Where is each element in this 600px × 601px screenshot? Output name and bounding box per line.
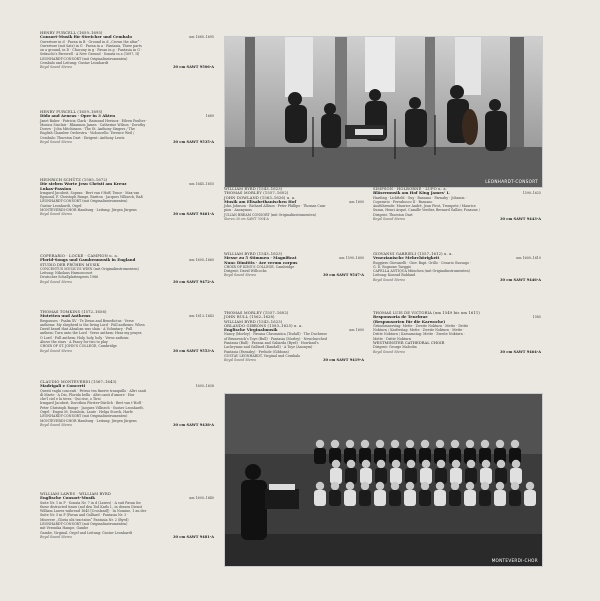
singer-head [346,440,354,448]
composition-date: um 1600–1610 [516,256,541,261]
top-photo-caption: LEONHARDT-CONSORT [485,179,538,184]
record-info-row [373,217,541,221]
singer-head [407,460,415,468]
work-title: Responsoria de Tenebrae [373,314,428,320]
composer-name: THOMAS TOMKINS (1572–1656) [40,310,107,314]
singer-head [392,460,400,468]
singer-head [466,482,474,490]
singer-head [421,440,429,448]
singer-head [497,460,505,468]
catalog-number: 30 cm SAWT 9464-A [500,349,541,354]
composer-name: WILLIAM BYRD (1543–1623) [224,187,283,191]
detail-line: LEONHARDT-CONSORT (mit Originalinstrumenten) [40,522,128,527]
record-label: Stereo 30 cm SAWT 7004-A [224,217,269,222]
detail-line: Dirigent: Thurston Dart [373,212,413,217]
singer-body [374,490,386,506]
detail-line: Leitung: Nikolaus Harnoncourt [40,271,93,276]
composition-date: um 1600 [349,199,364,204]
catalog-entry [40,310,214,353]
detail-line: Dritte Nokturn / Karsamstag: Mette · Zweite Nokturn · [373,332,465,337]
leonhardt-consort-photo [224,36,543,188]
record-info-row [40,423,214,427]
detail-line: Fantasia (Bull) · Pavana and Galiarda (Byrd) · Howland’s [224,341,319,346]
catalog-entry [373,311,541,354]
singer-body [314,490,326,506]
singer-head [511,482,519,490]
detail-line: Suite Nr. 1 in F · Sonata Nr. 7 in d (Lawes) · A suit Pavan for [40,500,141,505]
catalog-number: 30 cm SAWT 9461-A [173,212,214,217]
catalog-entry [224,187,364,221]
detail-line: Gustav Leonhardt, Orgel [40,203,82,208]
composition-date: um 1680–1695 [189,35,214,40]
detail-line: David heard that Absalom was slain · A Voluntary · Full [40,327,133,332]
singer-head [316,482,324,490]
monteverdi-chor-photo [224,393,543,567]
detail-line: CONCENTUS MUSICUS WIEN (mit Originalinstrumenten) [40,266,139,271]
composer-name: ORLANDO GIBBONS (1583–1625) u. a. [224,323,303,328]
detail-line: Peter Christoph Runge · Jacques Villisech · Gustav Leonhardt, [40,405,144,410]
singer-body [434,490,446,506]
singer-body [329,490,341,506]
work-title: Die sieben Worte Jesu Christi am Kreuz [40,181,127,187]
record-info-row [40,349,214,353]
work-subtitle: Lukas-Passion [40,185,72,191]
detail-line: Suite Nr. 5 in F (Pavan and Galliard · Fantasia Nr. 3 · [40,513,129,518]
detail-line: Egmond, F. Christoph Runge, Bariton · Jacques Villisech, Baß [40,195,143,200]
detail-line: Responses · Psalm XV · Te Deum and Benedictus · Verse [40,318,134,323]
catalog-number: 30 cm SAWT 9438-A [173,422,214,427]
singer-head [451,440,459,448]
singer-head [316,440,324,448]
singer-body [435,468,447,484]
detail-line: Harding · Lichfield · Guy · Bassano · Farnaby · Johnson · [373,195,467,200]
detail-line: William Lawes während 1645 [Crosland]) · In Nomine, 1 an der [40,509,147,514]
composer-name: THOMAS MORLEY (1557–1602) [224,191,289,196]
detail-line: CHOIR OF KING’S COLLEGE, Cambridge [224,264,295,269]
detail-line: Questi vaghi concenti · Petrus ten finerte tranquillo · Altri canti [40,388,147,393]
singer-body [360,468,372,484]
composition-date: um 1645–1655 [189,182,214,187]
composer-name: HENRY PURCELL (1659–1695) [40,110,103,114]
catalog-entry [373,252,541,282]
singer-head [377,460,385,468]
composer-name: THOMAS LUIS DE VICTORIA (um 1549 bis um 1611) [373,311,480,315]
singer-body [494,490,506,506]
detail-line: Lachrymae and Galliard (Randall) · A Toye (Anonym) · [224,345,315,350]
detail-line: LEONHARDT-CONSORT (mit Originalinstrumenten) [40,414,128,419]
work-title: Dido and Aeneas · Oper in 3 Akten [40,113,116,119]
singer-head [391,440,399,448]
work-title: Madrigali e Concerti [40,383,86,389]
singer-head [512,460,520,468]
detail-line: on a ground, in D · Chacony in g · Pavan in g · Fantasia in G · [40,48,142,53]
detail-line: Janet Baker · Patricia Clark · Raimund Herincx · Eileen Poulter · [40,118,148,123]
detail-line: che’l ciel e la terra · Qui rise, o Tirsi [40,397,101,402]
singer-head [437,460,445,468]
detail-line: mit Veronika Hampe, Gambe [40,526,89,531]
singer-head [481,482,489,490]
record-info-row [40,212,214,216]
work-title: Florid-Songs und Gambenmusik in England [40,257,136,263]
detail-line: Fantasia (Farnaby) · Prelude (Gibbons) [224,349,289,354]
catalog-number: 30 cm SAWT 9443-A [500,217,541,222]
singer-head [406,482,414,490]
catalog-entry [373,187,541,221]
detail-line: CHOIR OF ST. JOHN’S COLLEGE, Cambridge [40,344,117,349]
singer-head [452,460,460,468]
composer-name: GIOVANNI GABRIELI (1557–1612) u. a. [373,252,453,256]
detail-line: MONTEVERDI-CHOR Hamburg · Leitung: Jürgen Jürgens [40,418,137,423]
catalog-number: 30 cm SAWT 9506-A [173,65,214,70]
singer-body [330,468,342,484]
record-label: Royal Sound Stereo [224,358,256,363]
detail-line: O Lord · Full anthem: Holy, holy, holy · Verse anthem: [40,335,130,340]
ensemble-photo-image [225,37,542,187]
detail-line: LEONHARDT-CONSORT (mit Originalinstrumenten) [40,56,128,61]
singer-head [362,460,370,468]
bottom-photo-caption: MONTEVERDI-CHOR [491,558,538,563]
singer-body [405,468,417,484]
singer-body [314,448,326,464]
detail-line: English Chamber Orchestra · Violoncello: Terence Weil / [40,131,135,136]
composition-date: 1689 [205,114,214,119]
singer-head [496,440,504,448]
work-title: Venezianische Mehrchörigkeit [373,255,440,261]
singer-body [524,490,536,506]
composition-date: 1605–1638 [195,384,214,389]
singer-body [389,490,401,506]
detail-line: Nancy (Morley) · Pavana Chromatica (Tisdall) · The Duchesse [224,332,327,337]
composition-date: um 1590–1600 [339,256,364,261]
record-label: Royal Sound Stereo [373,277,405,282]
record-info-row [40,280,214,284]
composer-name: COPERARIO · LOCKE · CAMPION u. a. [40,254,119,258]
singer-body [465,468,477,484]
singer-head [467,460,475,468]
singer-head [331,440,339,448]
catalog-number: 30 cm SAWT 9535-A [173,140,214,145]
detail-line: these distracted times (auf den Tod Karls I., in dessen Dienst [40,504,143,509]
work-title: Englische Virginalmusik [224,327,278,333]
detail-line: Dirigent: George Malcolm [373,345,417,350]
detail-line: di Marte · A Dio, Florida bella · Altri canti d’amore · Hor [40,392,135,397]
singer-head [332,460,340,468]
detail-line: Nokturn / Karfreitag: Mette · Zweite Nokturn · Mette · [373,328,465,333]
singer-body [390,468,402,484]
singer-head [466,440,474,448]
detail-line: anthems: My shepherd is the living Lord · Full anthems: When [40,322,145,327]
detail-line: WESTMINSTER CATHEDRAL CHOIR [373,341,445,346]
detail-line: Ruggiero Giovanelli · Giov. Bapt. Grillo · Cesario Gussago · [373,260,472,265]
detail-line: Cembalo und Leitung: Gustav Leonhardt [40,61,109,66]
catalog-number: 30 cm SAWT 9472-A [173,279,214,284]
record-info-row [40,140,214,144]
catalog-entry [40,492,214,539]
catalog-entry [40,254,214,284]
singer-body [449,490,461,506]
singer-head [347,460,355,468]
detail-line: Sefauchi’s Farewell · A New Ground · Sonata in a (1697, II) [40,52,140,57]
record-info-row [40,65,214,69]
detail-line: STUDIO DER FRÜHEN MUSIK [40,262,100,267]
record-label: Royal Sound Stereo [40,348,72,353]
singer-head [421,482,429,490]
detail-line: Orgel · Eugen M. Dombois, Laute · Helga Storck, Harfe [40,410,133,415]
detail-line: Monica Sinclair · Rhiannon James · Catherine Wilson · Dorothy [40,122,146,127]
catalog-number: 30 cm SAWT 9481-A [173,534,214,539]
detail-line: GUSTAV LEONHARDT, Virginal und Cembalo [224,353,301,358]
composer-name: WILLIAM BYRD (1543–1623) [224,319,283,324]
detail-line: Ausführende: Maurice André, Jean Pirot, Trompete / Maurice [373,204,476,209]
detail-line: Gambe, Virginal, Orgel und Leitung: Gustav Leonhardt [40,530,133,535]
catalog-number: 30 cm SAWT 9547-A [323,273,364,278]
detail-line: Dorow · John Mitchinson · The St. Anthony Singers / The [40,127,135,132]
catalog-number: 30 cm SAWT 9553-A [173,348,214,353]
record-label: Royal Sound Stereo [224,273,256,278]
record-label: Royal Sound Stereo [373,349,405,354]
detail-line: Irmgard Jacobeit, Sopran · Bert van t’Hoff, Tenor · Max van [40,190,140,195]
composer-name: WILLIAM BYRD (1543–1623) [224,252,283,256]
singer-head [436,440,444,448]
record-label: Royal Sound Stereo [40,279,72,284]
composer-name: THOMAS MORLEY (1557–1602) [224,311,289,315]
composition-date: 1585 [532,315,541,320]
record-info-row [373,350,541,354]
singer-body [510,468,522,484]
singer-head [496,482,504,490]
composition-date: um 1600–1640 [189,496,214,501]
detail-line: Dirigent: David Willcocks [224,269,267,274]
catalog-entry [40,178,214,217]
work-subtitle: (Responsorien für die Karwoche) [373,318,446,324]
detail-line: anthem: Turn unto the Lord · Verse anthem: Hear my prayer, [40,331,143,336]
record-info-row [224,217,364,221]
detail-line: Above the stars · A Fancy for two to play [40,340,108,345]
detail-line: G. D. Rognone Taeggio [373,264,412,269]
singer-head [391,482,399,490]
record-info-row [40,535,214,539]
composition-date: um 1600 [349,328,364,333]
detail-line: Coperario · Ferrabosco II · Bassano [373,199,433,204]
detail-line: Miserere „Gloria ubi tractatus“ Fantasia Nr. 2 (Byrd) [40,517,129,522]
composition-date: um 1600–1660 [189,258,214,263]
composer-name: SIMPSON · HOLBORNE · LUPO u. a. [373,187,448,191]
singer-body [344,490,356,506]
composer-name: HENRY PURCELL (1659–1695) [40,31,103,35]
record-info-row [224,358,364,362]
work-title: Motetten und Anthems [40,313,91,319]
singer-head [482,460,490,468]
singer-head [436,482,444,490]
detail-line: MONTEVERDI-CHOR Hamburg · Leitung: Jürgen Jürgens [40,208,137,213]
record-label: Royal Sound Stereo [40,140,72,145]
singer-body [495,468,507,484]
singer-head [526,482,534,490]
singer-body [420,468,432,484]
composer-name: HEINRICH SCHÜTZ (1585–1672) [40,178,108,182]
singer-head [346,482,354,490]
singer-body [375,468,387,484]
singer-body [450,468,462,484]
composer-name: JOHN BULL (1562–1628) [224,315,275,320]
composition-date: 1590–1625 [522,191,541,196]
singer-head [361,440,369,448]
singer-head [511,440,519,448]
singer-body [479,490,491,506]
record-label: Royal Sound Stereo [40,534,72,539]
singer-body [359,490,371,506]
work-title: Bläsermusik am Hof King James’ I. [373,190,450,196]
work-title: Consort-Musik für Streicher und Cembalo [40,34,132,40]
work-title: Messe zu 5 Stimmen · Magnificat [224,255,297,261]
work-subtitle: Nunc Dimittis · Ave verum corpus [224,259,298,265]
choir-photo-image [225,394,542,566]
catalog-entry [224,311,364,363]
detail-line: Ouverture (mit Satz) in G · Pavan in a · Fantasia, Three parts [40,43,142,48]
singer-body [404,490,416,506]
composer-name: CLAUDIO MONTEVERDI (1567–1643) [40,380,117,384]
detail-line: Leitung: Konrad Ruhland [373,273,416,278]
singer-body [419,490,431,506]
detail-line: Deutscher Schallplattenpreis 1966 [40,275,99,280]
singer-body [509,490,521,506]
singer-head [361,482,369,490]
catalog-entry [40,380,214,427]
singer-head [406,440,414,448]
detail-line: LEONHARDT-CONSORT (mit Originalinstrumenten) [40,199,128,204]
composition-date: um 1613–1643 [189,314,214,319]
composer-name: WILLIAM LAWES · WILLIAM BYRD [40,492,111,496]
record-label: Royal Sound Stereo [40,212,72,217]
detail-line: Mette · Dritte Nokturn [373,336,412,341]
singer-head [376,440,384,448]
catalog-entry [224,252,364,278]
detail-line: Ouverture in d · Pavan in B · Ground in d „Crown the altar“ · [40,39,142,44]
record-info-row [373,278,541,282]
singer-body [345,468,357,484]
detail-line: pion · Anonymus [224,208,252,213]
record-label: Royal Sound Stereo [40,65,72,70]
detail-line: John Johnson · Richard Allison · Peter Phillips · Thomas Cam- [224,204,327,209]
work-title: Musik am Elisabethanischen Hof [224,198,297,204]
catalog-entry [40,110,214,144]
record-info-row [224,273,364,277]
singer-head [451,482,459,490]
record-label: Royal Sound Stereo [40,422,72,427]
detail-line: Irmgard Jacobeit, Dorothea Förster-Dürlich · Bert van t’Hoff · [40,401,143,406]
singer-body [480,468,492,484]
composer-name: JOHN DOWLAND (1563–1626) u. a. [224,195,296,200]
catalog-entry [40,31,214,70]
detail-line: of Brunswick’s Toye (Bull) · Fantasia (Morley) · Newchurched [224,336,327,341]
singer-head [331,482,339,490]
singer-head [481,440,489,448]
work-title: Englische Consort-Musik [40,495,95,501]
catalog-number: 30 cm SAWT 9419-A [323,358,364,363]
detail-line: JULIAN BREAM CONSORT (mit Originalinstrumenten) [224,212,317,217]
detail-line: Suzan, Henri Arqué, Camille Verdier, Bernard Gallier, Posaune / [373,208,480,213]
singer-body [464,490,476,506]
singer-head [422,460,430,468]
record-label: Royal Sound Stereo [373,217,405,222]
detail-line: Cembalo: Thurston Dart · Dirigent: Anthony Lewis [40,135,125,140]
catalog-number: 30 cm SAWT 9446-A [500,277,541,282]
singer-head [376,482,384,490]
detail-line: Gründonnerstag: Mette · Zweite Nokturn · Mette · Dritte [373,323,469,328]
detail-line: CAPELLA ANTIQUA München (mit Originalinstrumenten) [373,269,470,274]
